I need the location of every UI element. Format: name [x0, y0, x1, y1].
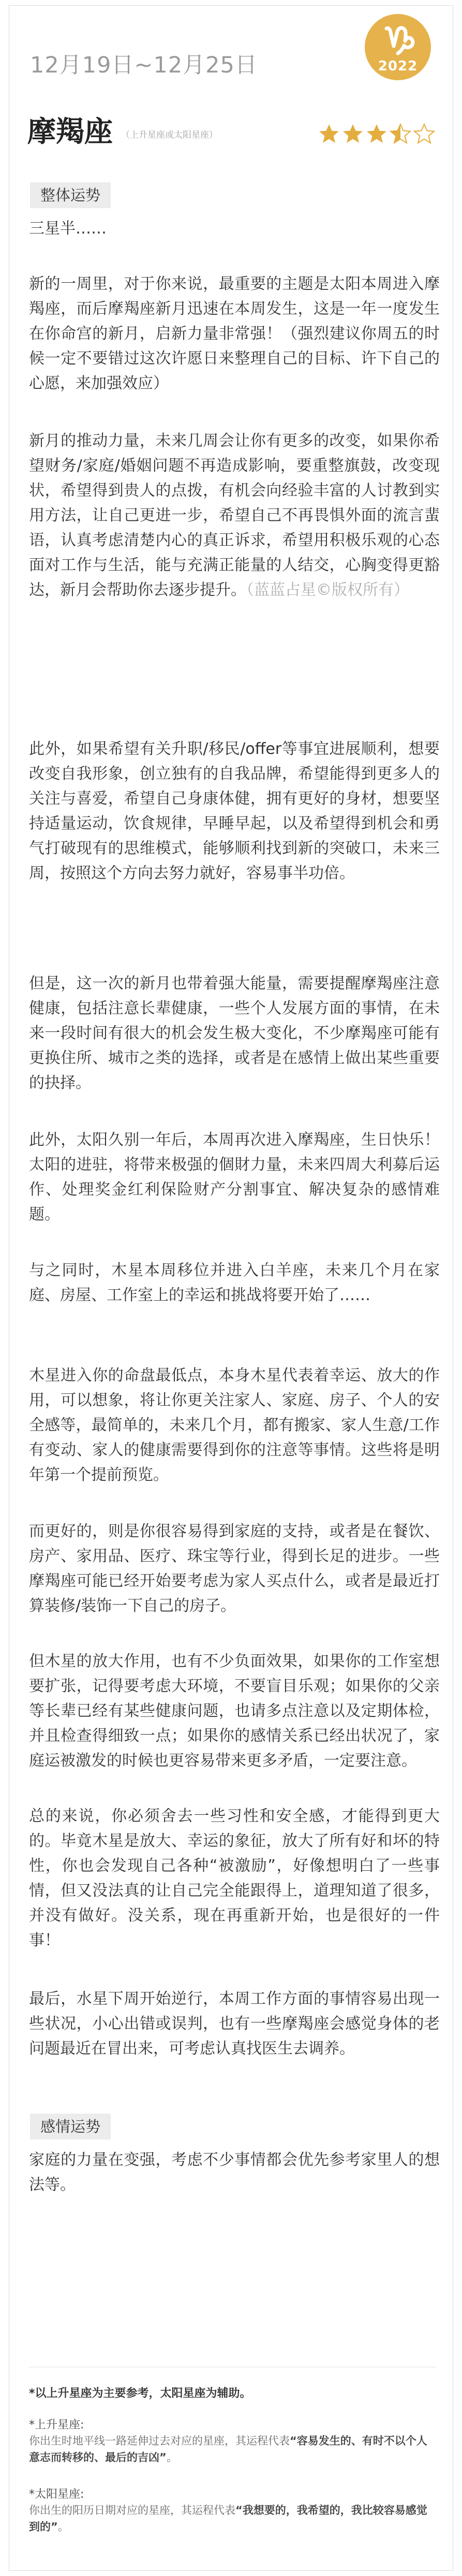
overall-paragraph-3-text: 新月的推动力量，未来几周会让你有更多的改变，如果你希望财务/家庭/婚姻问题不再造成影响，要重整旗鼓，改变现状，希望得到贵人的点拨，有机会向经验丰富的人讨教到实用方法，让自己更进一步，希望自己不再畏惧外面的流言蜚语，认真考虑清楚内心的真正诉求，希望用积极乐观的心态面对工作与生活，能与充满正能量的人结交，心胸变得更豁达，新月会帮助你去逐步提升。	[29, 432, 440, 599]
overall-paragraph-4: 此外，如果希望有关升职/移民/offer等事宜进展顺利，想要改变自我形象，创立独有的自我品牌，希望能得到更多人的关注与喜爱，希望自己身康体健，拥有更好的身材，想要坚持适量运动，饮食规律，早睡早起，以及希望得到机会和勇气打破现有的思维模式，能够顺利找到新的突破口，未来三周，按照这个方向去努力就好，容易事半功倍。	[29, 740, 440, 882]
star-icon	[342, 123, 364, 144]
overall-paragraph-6: 此外，太阳久别一年后，本周再次进入摩羯座，生日快乐！太阳的进驻，将带来极强的個財力量，未来四周大利募后运作、处理奖金红利保险财产分割事宜、解决复杂的感情难题。	[29, 1131, 440, 1224]
sun-desc: 你出生的阳历日期对应的星座，其运程代表	[29, 2504, 235, 2516]
zodiac-badge	[365, 14, 431, 80]
sun-end: 。	[57, 2521, 69, 2533]
overall-paragraph-3	[29, 429, 440, 603]
overall-paragraph-11: 总的来说，你必须舍去一些习性和安全感，才能得到更大的。毕竟木星是放大、幸运的象征，放大了所有好和坏的特性，你也会发现自己各种“被激励”，好像想明白了一些事情，但又没法真的让自己完全能跟得上，道理知道了很多，并没有做好。没关系，现在再重新开始，也是很好的一件事！	[29, 1807, 440, 1949]
overall-paragraph-8: 木星进入你的命盘最低点，本身木星代表着幸运、放大的作用，可以想象，将让你更关注家人、家庭、房子、个人的安全感等，最简单的，未来几个月，都有搬家、家人生意/工作有变动、家人的健康需要得到你的注意等事情。这些将是明年第一个提前预览。	[29, 1366, 440, 1484]
overall-tag: 整体运势	[30, 182, 111, 208]
star-icon	[366, 123, 388, 144]
love-paragraph-1: 家庭的力量在变强，考虑不少事情都会优先参考家里人的想法等。	[29, 2151, 440, 2194]
star-icon	[390, 123, 411, 144]
sun-text	[29, 2502, 438, 2535]
copyright-note: （蓝蓝占星©版权所有）	[246, 581, 409, 599]
year-label: 2022	[378, 59, 418, 74]
love-tag: 感情运势	[30, 2114, 111, 2140]
star-icon	[413, 123, 435, 144]
sun-title: *太阳星座:	[29, 2488, 84, 2501]
sign-note: （上升星座或太阳星座）	[121, 130, 218, 140]
rising-end: 。	[166, 2451, 177, 2464]
footer-main-note: *以上升星座为主要参考，太阳星座为辅助。	[29, 2387, 251, 2400]
rising-text	[29, 2433, 438, 2466]
overall-paragraph-7: 与之同时，木星本周移位并进入白羊座，未来几个月在家庭、房屋、工作室上的幸运和挑战将要开始了……	[29, 1261, 440, 1304]
rising-desc: 你出生时地平线一路延伸过去对应的星座，其运程代表	[29, 2435, 290, 2447]
overall-paragraph-12: 最后，水星下周开始逆行，本周工作方面的事情容易出现一些状况，小心出错或误判，也有一些摩羯座会感觉身体的老问题最近在冒出来，可考虑认真找医生去调养。	[29, 1990, 440, 2058]
rising-quote: “容易发生的、有时不以个人意志而转移的、最后的吉凶”	[29, 2435, 427, 2464]
overall-paragraph-10: 但木星的放大作用，也有不少负面效果，如果你的工作室想要扩张，记得要考虑大环境，不要盲目乐观；如果你的父亲等长辈已经有某些健康问题，也请多点注意以及定期体检，并且检查得细致一点；如果你的感情关系已经出状况了，家庭运被激发的时候也更容易带来更多矛盾，一定要注意。	[29, 1652, 440, 1770]
overall-paragraph-5: 但是，这一次的新月也带着强大能量，需要提醒摩羯座注意健康，包括注意长辈健康，一些个人发展方面的事情，在未来一段时间有很大的机会发生极大变化，不少摩羯座可能有更换住所、城市之类的选择，或者是在感情上做出某些重要的抉择。	[29, 974, 440, 1092]
date-range: 12月19日~12月25日	[30, 52, 258, 78]
star-icon	[318, 123, 340, 144]
rating-stars	[318, 123, 435, 145]
sign-title: 摩羯座	[27, 115, 113, 148]
rising-title: *上升星座:	[29, 2419, 84, 2432]
overall-paragraph-1: 三星半……	[29, 220, 107, 238]
overall-paragraph-2: 新的一周里，对于你来说，最重要的主题是太阳本周进入摩羯座，而后摩羯座新月迅速在本周发生，这是一年一度发生在你命宫的新月，启新力量非常强！（强烈建议你周五的时候一定不要错过这次许愿日来整理自己的目标、许下自己的心愿，来加强效应）	[29, 275, 440, 392]
overall-paragraph-9: 而更好的，则是你很容易得到家庭的支持，或者是在餐饮、房产、家用品、医疗、珠宝等行业，得到长足的进步。一些摩羯座可能已经开始要考虑为家人买点什么，或者是最近打算装修/装饰一下自己的房子。	[29, 1522, 440, 1615]
sun-quote: “我想要的，我希望的，我比较容易感觉到的”	[29, 2504, 427, 2533]
